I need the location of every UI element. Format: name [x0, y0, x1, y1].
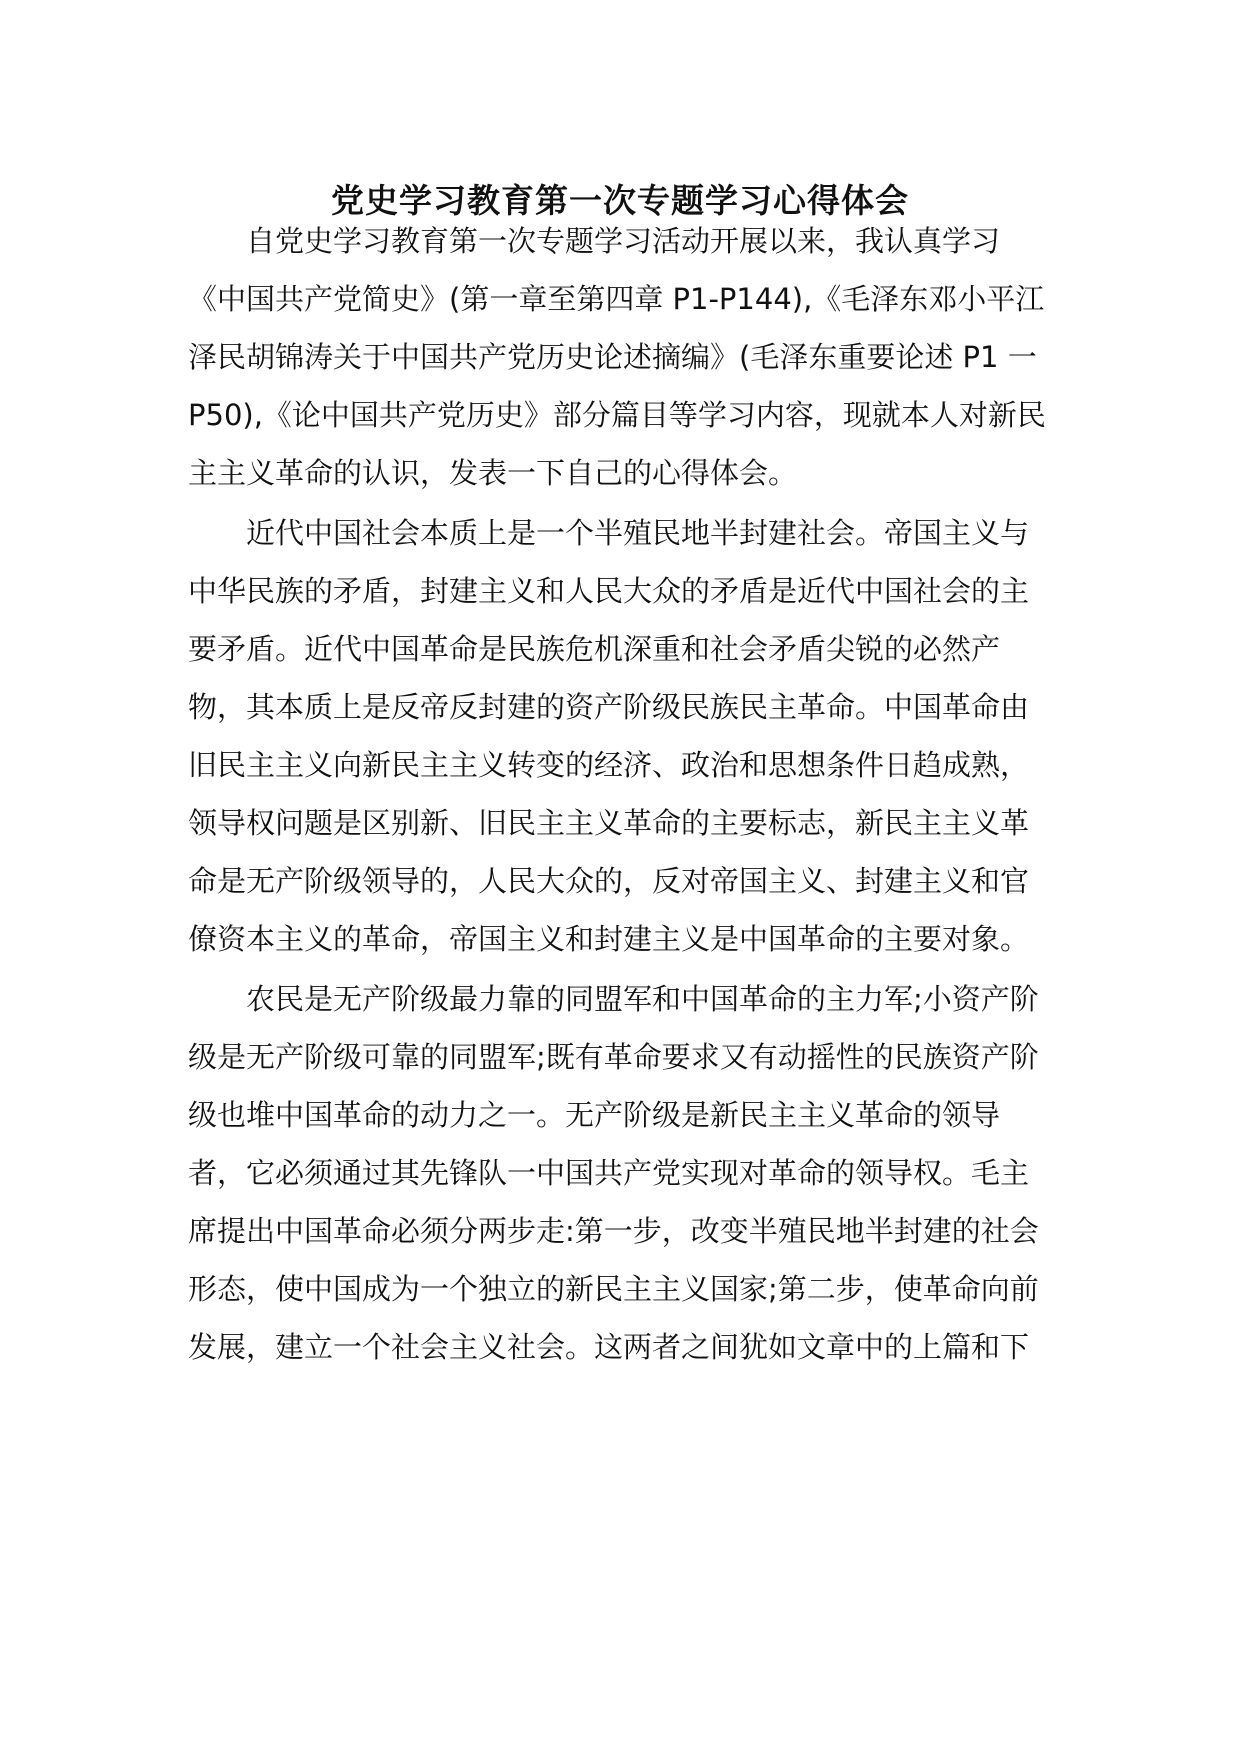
paragraph-3-line-3: 级也堆中国革命的动力之一。无产阶级是新民主主义革命的领导: [188, 1098, 1001, 1132]
paragraph-2-line-8: 僚资本主义的革命，帝国主义和封建主义是中国革命的主要对象。: [188, 922, 1030, 956]
paragraph-3-line-6: 形态，使中国成为一个独立的新民主主义国家;第二步，使革命向前: [188, 1272, 1039, 1306]
paragraph-3-line-1: 农民是无产阶级最力靠的同盟军和中国革命的主力军;小资产阶: [246, 982, 1039, 1016]
paragraph-2-line-6: 领导权问题是区别新、旧民主主义革命的主要标志，新民主主义革: [188, 806, 1030, 840]
paragraph-2-line-7: 命是无产阶级领导的，人民大众的，反对帝国主义、封建主义和官: [188, 864, 1030, 898]
paragraph-2-line-4: 物，其本质上是反帝反封建的资产阶级民族民主革命。中国革命由: [188, 690, 1030, 724]
paragraph-3-line-5: 席提出中国革命必须分两步走:第一步，改变半殖民地半封建的社会: [188, 1214, 1039, 1248]
paragraph-2-line-5: 旧民主主义向新民主主义转变的经济、政治和思想条件日趋成熟，: [188, 748, 1030, 782]
paragraph-1-line-4: P50),《论中国共产党历史》部分篇目等学习内容，现就本人对新民: [188, 398, 1046, 432]
paragraph-1-line-3: 泽民胡锦涛关于中国共产党历史论述摘编》(毛泽东重要论述 P1 一: [188, 340, 1037, 374]
paragraph-2-line-1: 近代中国社会本质上是一个半殖民地半封建社会。帝国主义与: [246, 516, 1030, 550]
paragraph-2-line-3: 要矛盾。近代中国革命是民族危机深重和社会矛盾尖锐的必然产: [188, 632, 1001, 666]
document-title: 党史学习教育第一次专题学习心得体会: [331, 181, 909, 220]
paragraph-3-line-4: 者，它必须通过其先锋队一中国共产党实现对革命的领导权。毛主: [188, 1156, 1030, 1190]
paragraph-1-line-2: 《中国共产党简史》(第一章至第四章 P1-P144),《毛泽东邓小平江: [188, 282, 1045, 316]
paragraph-1-line-5: 主主义革命的认识，发表一下自己的心得体会。: [188, 456, 798, 490]
paragraph-3-line-7: 发展，建立一个社会主义社会。这两者之间犹如文章中的上篇和下: [188, 1330, 1030, 1364]
paragraph-2-line-2: 中华民族的矛盾，封建主义和人民大众的矛盾是近代中国社会的主: [188, 574, 1030, 608]
paragraph-1-line-1: 自党史学习教育第一次专题学习活动开展以来，我认真学习: [246, 224, 1001, 258]
paragraph-3-line-2: 级是无产阶级可靠的同盟军;既有革命要求又有动摇性的民族资产阶: [188, 1040, 1039, 1074]
